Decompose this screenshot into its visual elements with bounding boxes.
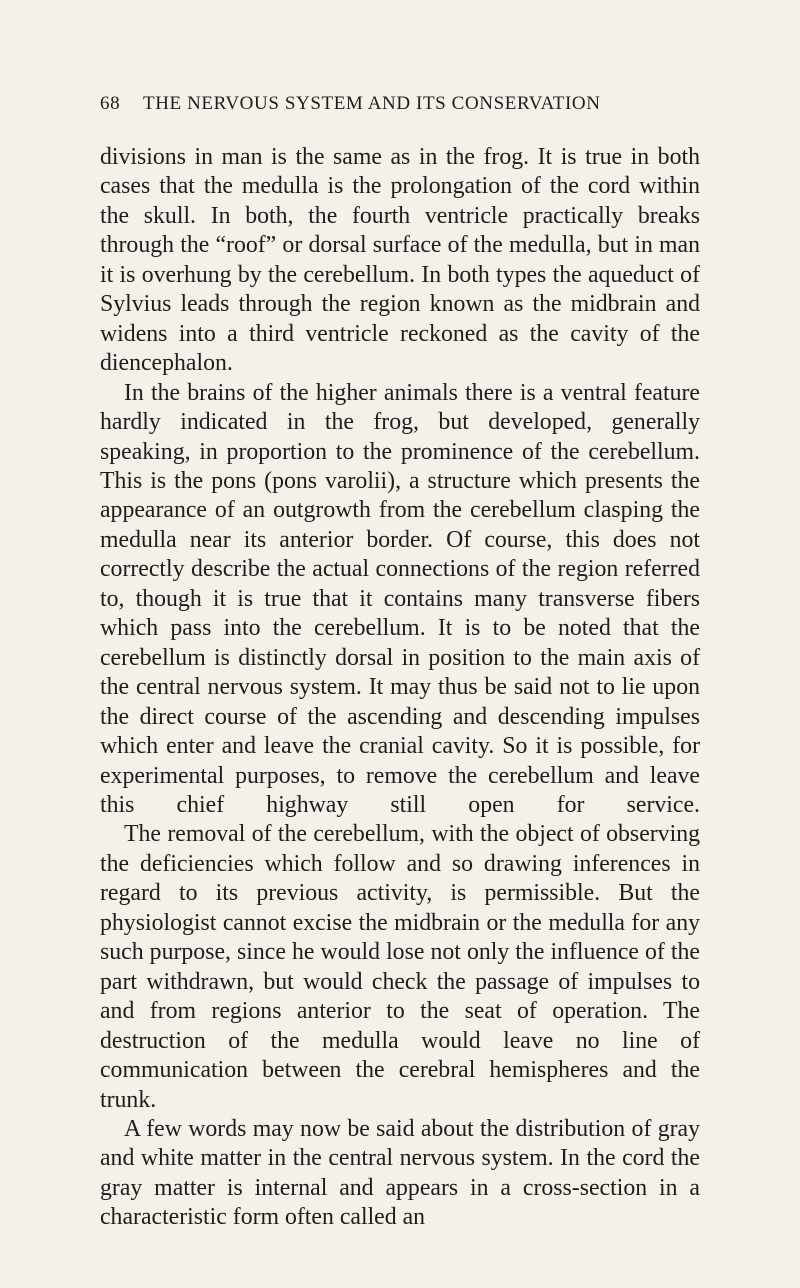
running-head (100, 93, 700, 125)
body-text (100, 143, 700, 1233)
paragraph: divisions in man is the same as in the frog. It is true in both cases that the medulla is the prolongation of the cord within the skull. In both, the fourth ventricle practically breaks through the “roof” or dorsal surface of the medulla, but in man it is overhung by the cerebellum. In both types the aqueduct of Sylvius leads through the region known as the midbrain and widens into a third ventricle reckoned as the cavity of the diencephalon. (100, 144, 700, 377)
paragraph: A few words may now be said about the distribution of gray and white matter in the central nervous system. In the cord the gray matter is internal and appears in a cross-section in a characteristic form often called an (100, 1115, 700, 1231)
paragraph: The removal of the cerebellum, with the object of observing the deficiencies which follow and so drawing inferences in regard to its previous activity, is permissible. But the physiologist cannot excise the midbrain or the medulla for any such purpose, since he would lose not only the influence of the part withdrawn, but would check the passage of impulses to and from regions anterior to the seat of operation. The destruction of the medulla would leave no line of communication between the cerebral hemispheres and the trunk. (100, 821, 700, 1113)
running-title: THE NERVOUS SYSTEM AND ITS CONSERVATION (143, 93, 601, 114)
paragraph: In the brains of the higher animals there is a ventral feature hardly indicated in the frog, but developed, generally speaking, in proportion to the prominence of the cerebellum. This is the pons (pons varolii), a structure which presents the appearance of an outgrowth from the cerebellum clasping the medulla near its anterior border. Of course, this does not correctly describe the actual connections of the region referred to, though it is true that it contains many transverse fibers which pass into the cerebellum. It is to be noted that the cerebellum is distinctly dorsal in position to the main axis of the central nervous system. It may thus be said not to lie upon the direct course of the ascending and descending impulses which enter and leave the cranial cavity. So it is possible, for experimental purposes, to remove the cerebellum and leave this chief highway still open for service. (100, 379, 700, 818)
page-number: 68 (100, 93, 121, 114)
